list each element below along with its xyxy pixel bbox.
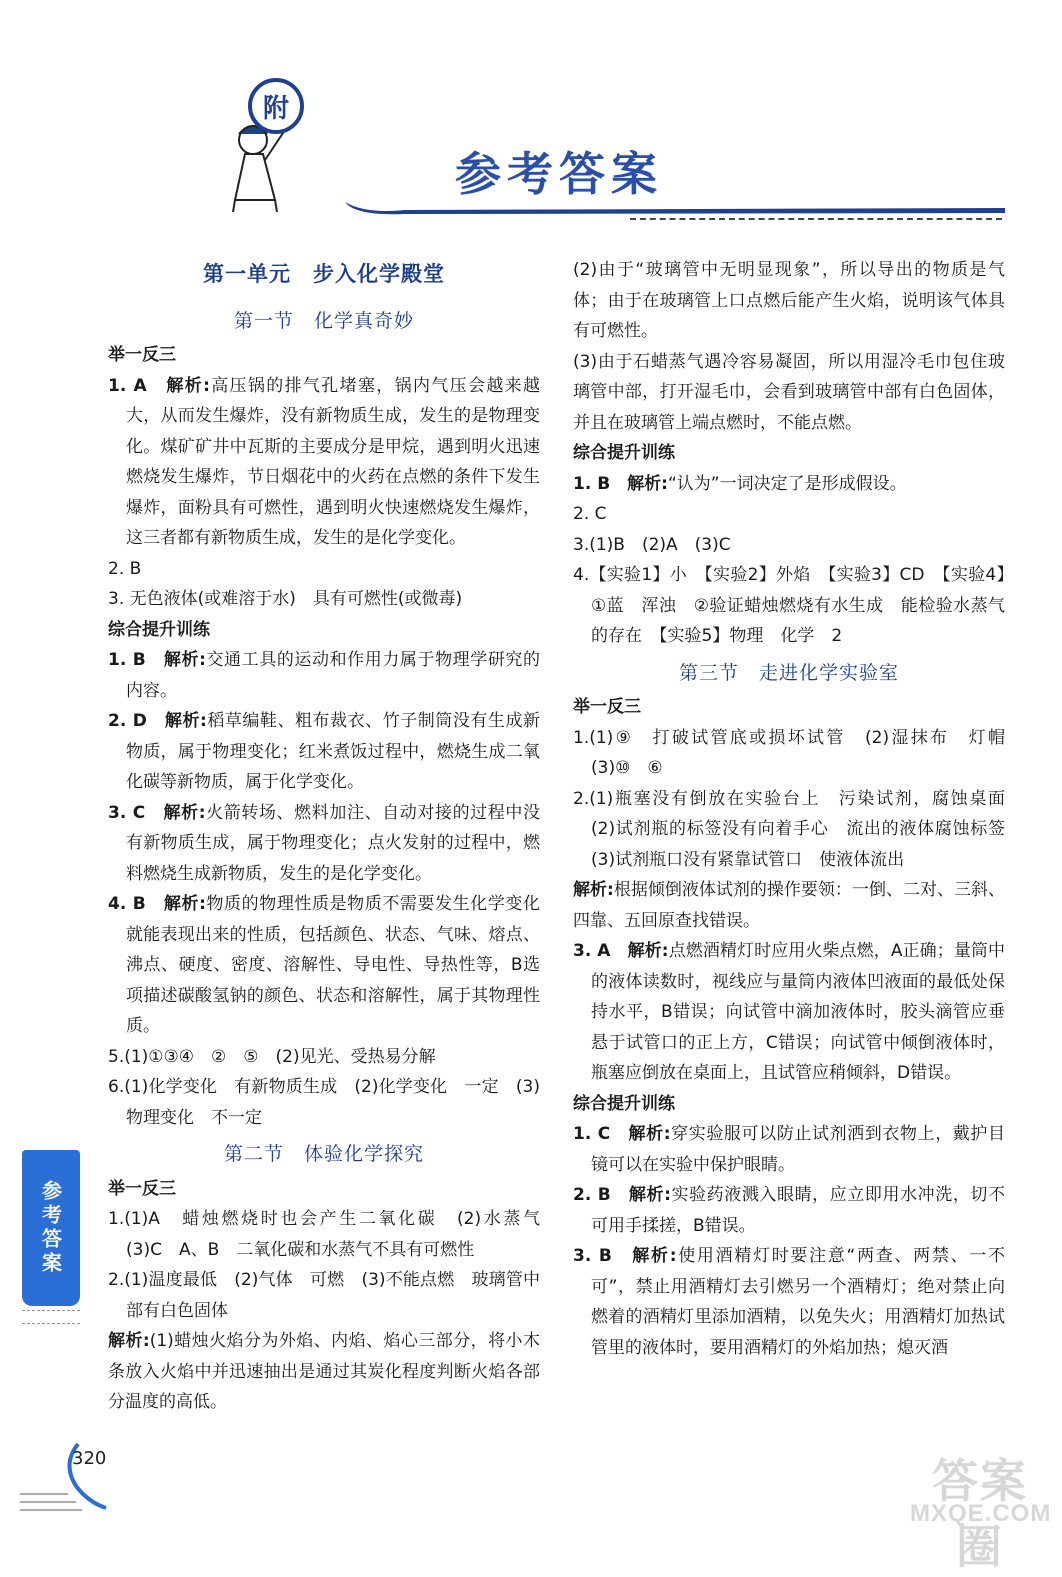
answer-text: 点燃酒精灯时应用火柴点燃，A正确；量筒中的液体读数时，视线应与量筒内液体凹液面的最低处保持水平，B错误；向试管中滴加液体时，胶头滴管应垂悬于试管口的正上方，C错误；向试管中倾倒液体时，瓶塞应倒放在桌面上，且试管应稍倾斜，D错误。 bbox=[591, 941, 1005, 1083]
answer-text: 根据倾倒液体试剂的操作要领：一倒、二对、三斜、四靠、五回原查找错误。 bbox=[573, 880, 1005, 931]
answer-label: 3. B 解析: bbox=[573, 1246, 677, 1266]
subheading: 举一反三 bbox=[108, 1178, 176, 1199]
answer-label: 3. A 解析: bbox=[573, 941, 669, 961]
answer-text: 稻草编鞋、粗布裁衣、竹子制筒没有生成新物质，属于物理变化；红米煮饭过程中，燃烧生成二氧化碳等新物质，属于化学变化。 bbox=[126, 711, 540, 792]
answer-text: 物质的物理性质是物质不需要发生化学变化就能表现出来的性质，包括颜色、状态、气味、熔点、沸点、硬度、密度、溶解性、导电性、导热性等，B选项描述碳酸氢钠的颜色、状态和溶解性，属于其物理性质。 bbox=[126, 894, 540, 1036]
subheading: 举一反三 bbox=[108, 345, 176, 365]
answer-item: 4.【实验1】小 【实验2】外焰 【实验3】CD 【实验4】①蓝 浑浊 ②验证蜡烛燃烧有水生成 能检验水蒸气的存在 【实验5】物理 化学 2 bbox=[573, 565, 1005, 646]
answer-item bbox=[108, 706, 540, 798]
answer-analysis: (2)由于“玻璃管中无明显现象”，所以导出的物质是气体；由于在玻璃管上口点燃后能产生火焰，说明该气体具有可燃性。 bbox=[573, 260, 1005, 341]
side-tab-lines bbox=[22, 1310, 80, 1324]
answer-label: 解析: bbox=[573, 880, 614, 900]
appendix-badge: 附 bbox=[248, 78, 304, 134]
answer-text: “认为”一词决定了是形成假设。 bbox=[667, 473, 907, 494]
title-underline bbox=[345, 200, 1005, 216]
answer-item: 1.(1)A 蜡烛燃烧时也会产生二氧化碳 (2)水蒸气 (3)C A、B 二氧化碳和水蒸气不具有可燃性 bbox=[108, 1209, 557, 1260]
answer-item bbox=[573, 1119, 1005, 1180]
answer-label: 4. B 解析: bbox=[108, 894, 206, 914]
answer-item: 2.(1)温度最低 (2)气体 可燃 (3)不能点燃 玻璃管中部有白色固体 bbox=[108, 1270, 540, 1321]
answer-item: 1.(1)⑨ 打破试管底或损坏试管 (2)湿抹布 灯帽 (3)⑩ ⑥ bbox=[573, 727, 1022, 778]
answer-item: 2.(1)瓶塞没有倒放在实验台上 污染试剂，腐蚀桌面 (2)试剂瓶的标签没有向着手心 流出的液体腐蚀标签 (3)试剂瓶口没有紧靠试管口 使液体流出 bbox=[573, 788, 1022, 870]
answer-label: 1. A 解析: bbox=[108, 375, 210, 396]
answer-analysis bbox=[573, 875, 1005, 936]
right-column bbox=[573, 255, 1022, 1363]
answer-text: 使用酒精灯时要注意“两查、两禁、一不可”，禁止用酒精灯去引燃另一个酒精灯；绝对禁止向燃着的酒精灯里添加酒精，以免失火；用酒精灯加热试管里的液体时，要用酒精灯的外焰加热；熄灭酒 bbox=[591, 1246, 1005, 1358]
subheading: 综合提升训练 bbox=[108, 619, 210, 640]
answer-item bbox=[108, 798, 540, 890]
answer-text: 穿实验服可以防止试剂洒到衣物上，戴护目镜可以在实验中保护眼睛。 bbox=[591, 1124, 1006, 1175]
corner-decoration bbox=[20, 1488, 90, 1518]
answer-item: 2. C bbox=[573, 504, 607, 524]
section-title: 第一节 化学真奇妙 bbox=[233, 309, 414, 332]
answer-item bbox=[108, 889, 540, 1042]
subheading: 举一反三 bbox=[573, 697, 641, 717]
answer-label: 1. C 解析: bbox=[573, 1124, 671, 1144]
side-tab bbox=[22, 1150, 80, 1306]
subheading: 综合提升训练 bbox=[573, 1093, 675, 1114]
title-dashed-line bbox=[630, 218, 1002, 220]
page-number: 320 bbox=[72, 1448, 107, 1469]
answer-label: 解析: bbox=[108, 1331, 150, 1351]
watermark bbox=[910, 1445, 1052, 1574]
answer-label: 2. B 解析: bbox=[573, 1185, 671, 1205]
answer-text: 火箭转场、燃料加注、自动对接的过程中没有新物质生成，属于物理变化；点火发射的过程中，燃料燃烧生成新物质，发生的是化学变化。 bbox=[126, 802, 541, 884]
answer-item bbox=[108, 645, 540, 706]
left-column bbox=[108, 255, 557, 1418]
answer-item bbox=[573, 469, 1005, 500]
answer-item: 5.(1)①③④ ② ⑤ (2)见光、受热易分解 bbox=[108, 1046, 436, 1067]
answer-label: 3. C 解析: bbox=[108, 802, 206, 823]
answer-item: 2. B bbox=[108, 558, 142, 579]
answer-label: 1. B 解析: bbox=[573, 473, 668, 494]
answer-analysis: (3)由于石蜡蒸气遇冷容易凝固，所以用湿冷毛巾包住玻璃管中部，打开湿毛巾，会看到玻璃管中部有白色固体，并且在玻璃管上端点燃时，不能点燃。 bbox=[573, 351, 1005, 433]
page-title: 参考答案 bbox=[455, 147, 663, 201]
answer-item bbox=[573, 936, 1005, 1089]
answer-label: 2. D 解析: bbox=[108, 711, 207, 731]
answer-item: 6.(1)化学变化 有新物质生成 (2)化学变化 一定 (3)物理变化 不一定 bbox=[108, 1077, 540, 1128]
answer-analysis bbox=[108, 1326, 540, 1418]
answer-item bbox=[573, 1180, 1005, 1241]
section-title: 第三节 走进化学实验室 bbox=[678, 661, 899, 684]
answer-item bbox=[573, 1241, 1005, 1363]
answer-item: 3. 无色液体(或难溶于水) 具有可燃性(或微毒) bbox=[108, 589, 463, 609]
unit-title: 第一单元 步入化学殿堂 bbox=[203, 262, 445, 286]
side-tab-label: 参考答案 bbox=[38, 1180, 63, 1276]
answer-label: 1. B 解析: bbox=[108, 650, 206, 670]
subheading: 综合提升训练 bbox=[573, 443, 675, 463]
answer-text: 实验药液溅入眼睛，应立即用水冲洗，切不可用手揉搓，B错误。 bbox=[591, 1185, 1005, 1236]
watermark-url: MXQE.COM bbox=[910, 1500, 1052, 1527]
answer-text: 交通工具的运动和作用力属于物理学研究的内容。 bbox=[126, 650, 540, 701]
section-title: 第二节 体验化学探究 bbox=[223, 1143, 424, 1165]
answer-text: 高压锅的排气孔堵塞，锅内气压会越来越大，从而发生爆炸，没有新物质生成，发生的是物理变化。煤矿矿井中瓦斯的主要成分是甲烷，遇到明火迅速燃烧发生爆炸，节日烟花中的火药在点燃的条件下发生爆炸，面粉具有可燃性，遇到明火快速燃烧发生爆炸，这三者都有新物质生成，发生的是化学变化。 bbox=[126, 375, 541, 548]
answer-item: 3.(1)B (2)A (3)C bbox=[573, 534, 731, 555]
answer-item bbox=[108, 371, 540, 554]
answer-text: (1)蜡烛火焰分为外焰、内焰、焰心三部分，将小木条放入火焰中并迅速抽出是通过其炭化程度判断火焰各部分温度的高低。 bbox=[108, 1331, 540, 1412]
watermark-text: 答案圈 bbox=[932, 1454, 1028, 1574]
